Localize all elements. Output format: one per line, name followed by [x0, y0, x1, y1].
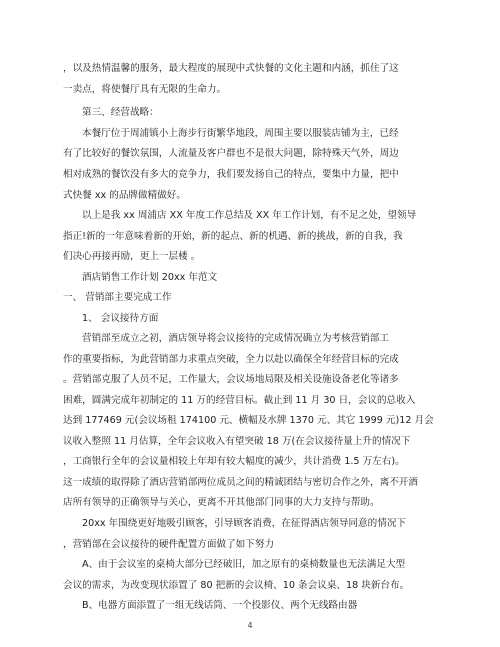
text-line: 们决心再接再励，更上一层楼 。	[63, 251, 201, 262]
text-line: ，工商银行全年的会议量相较上年却有较大幅度的减少，共计消费 1.5 万左右)。	[63, 456, 405, 467]
text-line: 一卖点，将使餐厅具有无限的生命力。	[63, 84, 227, 95]
text-line: 指正!新的一年意味着新的开始，新的起点、新的机遇、新的挑战，新的自我，我	[63, 231, 403, 242]
text-line: 营销部至成立之初，酒店领导将会议接待的完成情况确立为考核营销部工	[82, 333, 389, 344]
text-line: 达到 177469 元(会议场租 174100 元、横幅及水牌 1370 元、其它 1999 元)12 月会	[63, 415, 434, 426]
text-line: 会议的需求，为改变现状添置了 80 把新的会议椅、10 条会议桌、18 块新台布。	[63, 580, 410, 591]
text-line: ，以及热情温馨的服务，最大程度的展现中式快餐的文化主题和内涵，抓住了这	[63, 63, 399, 74]
text-line: 作的重要指标，为此营销部力求重点突破，全力以赴以确保全年经营目标的完成	[63, 354, 399, 365]
text-line: 有了比较好的餐饮氛围，人流量及客户群也不是很大问题，除特殊天气外，周边	[63, 148, 399, 159]
text-line: 。营销部克服了人员不足，工作量大，会议场地局限及相关设施设备老化等诸多	[63, 374, 399, 385]
text-line: 20xx 年围绕更好地吸引顾客，引导顾客消费，在征得酒店领导同意的情况下	[82, 518, 407, 529]
text-line: 议收入整照 11 月估算，全年会议收入有望突破 18 万(在会议接待量上升的情况下	[63, 436, 411, 447]
text-line: 相对成熟的餐饮没有多大的竞争力，我们要发扬自己的特点，要集中力量，把中	[63, 169, 399, 180]
section-heading: 一、 营销部主要完成工作	[63, 292, 172, 303]
text-line: 店所有领导的正确领导与关心，更离不开其他部门同事的大力支持与帮助。	[63, 497, 380, 508]
text-line: 这一成绩的取得除了酒店营销部两位成员之间的精诚团结与密切合作之外，离不开酒	[63, 477, 418, 488]
section-heading: 酒店销售工作计划 20xx 年范文	[82, 272, 218, 283]
text-line: 第三、经营战略：	[82, 107, 159, 118]
text-line: 式快餐 xx 的品牌做精做好。	[63, 190, 186, 201]
text-line: ，营销部在会议接待的硬件配置方面做了如下努力	[63, 539, 275, 550]
subsection-heading: 1、 会议接待方面	[82, 313, 159, 324]
text-line: 困难，圆满完成年初制定的 11 万的经营目标。截止到 11 月 30 日，会议的总收入	[63, 395, 416, 406]
text-line: 以上是我 xx 周浦店 XX 年度工作总结及 XX 年工作计划，有不足之处，望领导	[82, 210, 417, 221]
text-line: A、由于会议室的桌椅大部分已经破旧，加之原有的桌椅数量也无法满足大型	[82, 559, 406, 570]
page-number: 4	[247, 621, 253, 630]
text-line: 本餐厅位于周浦镇小上海步行街繁华地段，周围主要以服装店铺为主，已经	[82, 128, 399, 139]
text-line: B、电器方面添置了一组无线话筒、一个投影仪、两个无线路由器	[82, 600, 358, 611]
